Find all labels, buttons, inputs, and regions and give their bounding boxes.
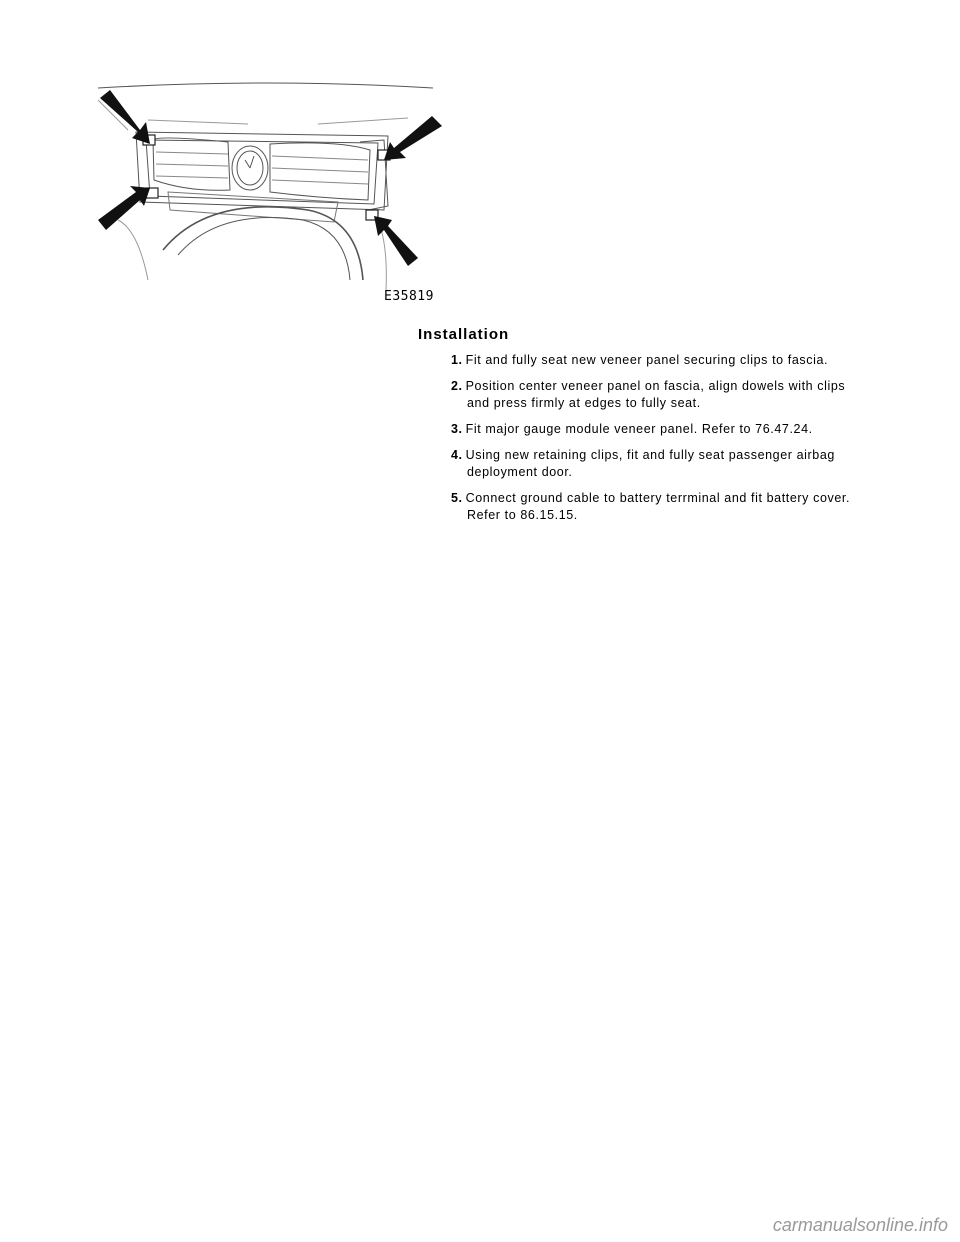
step-item — [451, 421, 871, 438]
section-title: Installation — [418, 326, 510, 343]
step-item — [451, 378, 871, 412]
step-item — [451, 447, 871, 481]
arrow-icon-top-left — [100, 90, 150, 144]
step-text: Fit major gauge module veneer panel. Refer to 76.47.24. — [465, 422, 813, 436]
arrow-icon-bottom-left — [98, 186, 150, 230]
step-number: 4. — [451, 448, 463, 462]
installation-diagram — [88, 80, 448, 310]
step-item — [451, 490, 871, 524]
step-number: 2. — [451, 379, 463, 393]
installation-steps — [451, 352, 871, 533]
figure-caption: E35819 — [384, 289, 434, 304]
arrow-icon-top-right — [384, 116, 442, 160]
step-text: Using new retaining clips, fit and fully seat passenger airbag deployment door. — [465, 448, 835, 479]
step-text: Connect ground cable to battery terrminal and fit battery cover. Refer to 86.15.15. — [465, 491, 851, 522]
step-item — [451, 352, 871, 369]
step-number: 5. — [451, 491, 463, 505]
arrow-icon-bottom-right — [374, 216, 418, 266]
watermark-link[interactable]: carmanualsonline.info — [772, 1215, 948, 1235]
step-number: 3. — [451, 422, 463, 436]
step-text: Position center veneer panel on fascia, align dowels with clips and press firmly at edges to fully seat. — [465, 379, 846, 410]
dashboard-vent-illustration — [88, 80, 448, 310]
step-number: 1. — [451, 353, 463, 367]
step-text: Fit and fully seat new veneer panel securing clips to fascia. — [465, 353, 829, 367]
